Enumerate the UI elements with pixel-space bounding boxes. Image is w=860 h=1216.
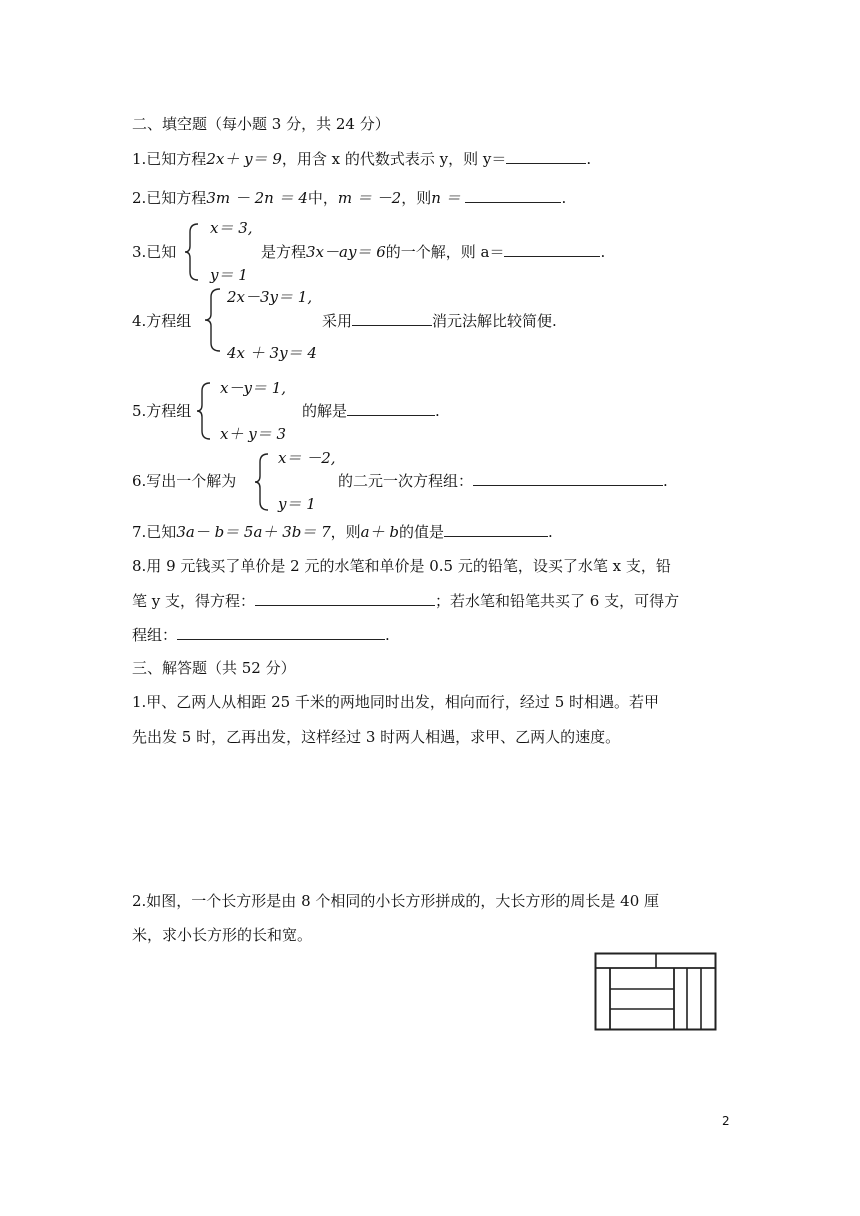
left-brace-icon (196, 381, 216, 441)
q1-end: . (586, 150, 592, 168)
q7-prefix: 7.已知 (132, 523, 177, 541)
q1-prefix: 1.已知方程 (132, 150, 207, 168)
section-title-fill-blank: 二、填空题（每小题 3 分，共 24 分） (132, 115, 390, 133)
q7-end: . (548, 523, 553, 541)
answer-blank[interactable] (352, 311, 432, 326)
q5-text: 的解是 (302, 402, 348, 420)
problem-2-line-1: 2.如图，一个长方形是由 8 个相同的小长方形拼成的，大长方形的周长是 40 厘 (132, 892, 660, 910)
q2-then: ，则 (401, 189, 432, 207)
question-6-label: 6.写出一个解为 (132, 472, 237, 490)
q4-text: 采用 (322, 312, 353, 330)
q3-end: . (600, 243, 606, 261)
answer-blank[interactable] (444, 522, 548, 537)
question-3 (261, 242, 605, 262)
q2-given: m ＝ －2 (337, 189, 402, 207)
q1-text: ，用含 x 的代数式表示 y，则 y＝ (281, 150, 507, 168)
q5-end: . (435, 402, 440, 420)
question-3-label: 3.已知 (132, 243, 177, 261)
left-brace-icon (184, 222, 204, 282)
q4-text-2: 消元法解比较简便. (432, 312, 557, 330)
q4-row-2: 4x ＋ 3y＝ 4 (227, 344, 317, 362)
q2-text: 中， (307, 189, 338, 207)
q2-equation: 3m － 2n ＝ 4 (206, 189, 308, 207)
section-title-solve: 三、解答题（共 52 分） (132, 659, 296, 677)
q6-text: 的二元一次方程组： (338, 472, 474, 490)
q2-end: . (561, 189, 567, 207)
q6-row-y: y＝ 1 (278, 495, 316, 513)
q7-ask: 的值是 (399, 523, 445, 541)
rectangle-figure (594, 952, 718, 1032)
q8-text-c: 程组： (132, 626, 178, 644)
q1-equation: 2x＋ y＝ 9 (206, 150, 282, 168)
q3-row-x: x＝ 3, (210, 219, 253, 237)
question-8-line-3 (132, 625, 390, 645)
question-5 (302, 401, 440, 421)
answer-blank[interactable] (177, 625, 385, 640)
question-4 (322, 311, 557, 331)
q6-row-x: x＝ －2, (278, 449, 336, 467)
problem-1-line-1: 1.甲、乙两人从相距 25 千米的两地同时出发，相向而行，经过 5 时相遇。若甲 (132, 693, 660, 711)
q3-ask: 的一个解，则 a＝ (385, 243, 505, 261)
q3-text: 是方程 (261, 243, 307, 261)
q4-row-1: 2x－3y＝ 1, (227, 288, 313, 306)
answer-blank[interactable] (504, 242, 600, 257)
answer-blank[interactable] (465, 188, 561, 203)
q5-row-1: x－y＝ 1, (220, 379, 287, 397)
question-4-label: 4.方程组 (132, 312, 192, 330)
q3-row-y: y＝ 1 (210, 266, 248, 284)
q8-text-b: ；若水笔和铅笔共买了 6 支，可得方 (435, 592, 680, 610)
question-8-line-1: 8.用 9 元钱买了单价是 2 元的水笔和单价是 0.5 元的铅笔，设买了水笔 x 支，铅 (132, 557, 671, 575)
q7-expression: a＋ b (360, 523, 399, 541)
left-brace-icon (204, 287, 226, 353)
q2-target: n ＝ (431, 189, 461, 207)
answer-blank[interactable] (347, 401, 435, 416)
answer-blank[interactable] (255, 591, 435, 606)
page-number: 2 (722, 1114, 730, 1128)
q3-equation: 3x－ay＝ 6 (306, 243, 386, 261)
q6-end: . (663, 472, 668, 490)
problem-1-line-2: 先出发 5 时，乙再出发，这样经过 3 时两人相遇，求甲、乙两人的速度。 (132, 728, 621, 746)
question-7 (132, 522, 553, 542)
question-2 (132, 188, 566, 208)
q7-equation: 3a－ b＝ 5a＋ 3b＝ 7 (176, 523, 331, 541)
q5-row-2: x＋ y＝ 3 (220, 425, 287, 443)
q2-prefix: 2.已知方程 (132, 189, 207, 207)
q8-text-a: 笔 y 支，得方程： (132, 592, 256, 610)
q7-text: ，则 (330, 523, 361, 541)
question-1 (132, 149, 591, 169)
answer-blank[interactable] (506, 149, 586, 164)
answer-blank[interactable] (473, 471, 663, 486)
q8-end: . (385, 626, 390, 644)
left-brace-icon (254, 452, 274, 512)
question-6 (338, 471, 668, 491)
problem-2-line-2: 米，求小长方形的长和宽。 (132, 926, 313, 944)
question-5-label: 5.方程组 (132, 402, 192, 420)
question-8-line-2 (132, 591, 679, 611)
